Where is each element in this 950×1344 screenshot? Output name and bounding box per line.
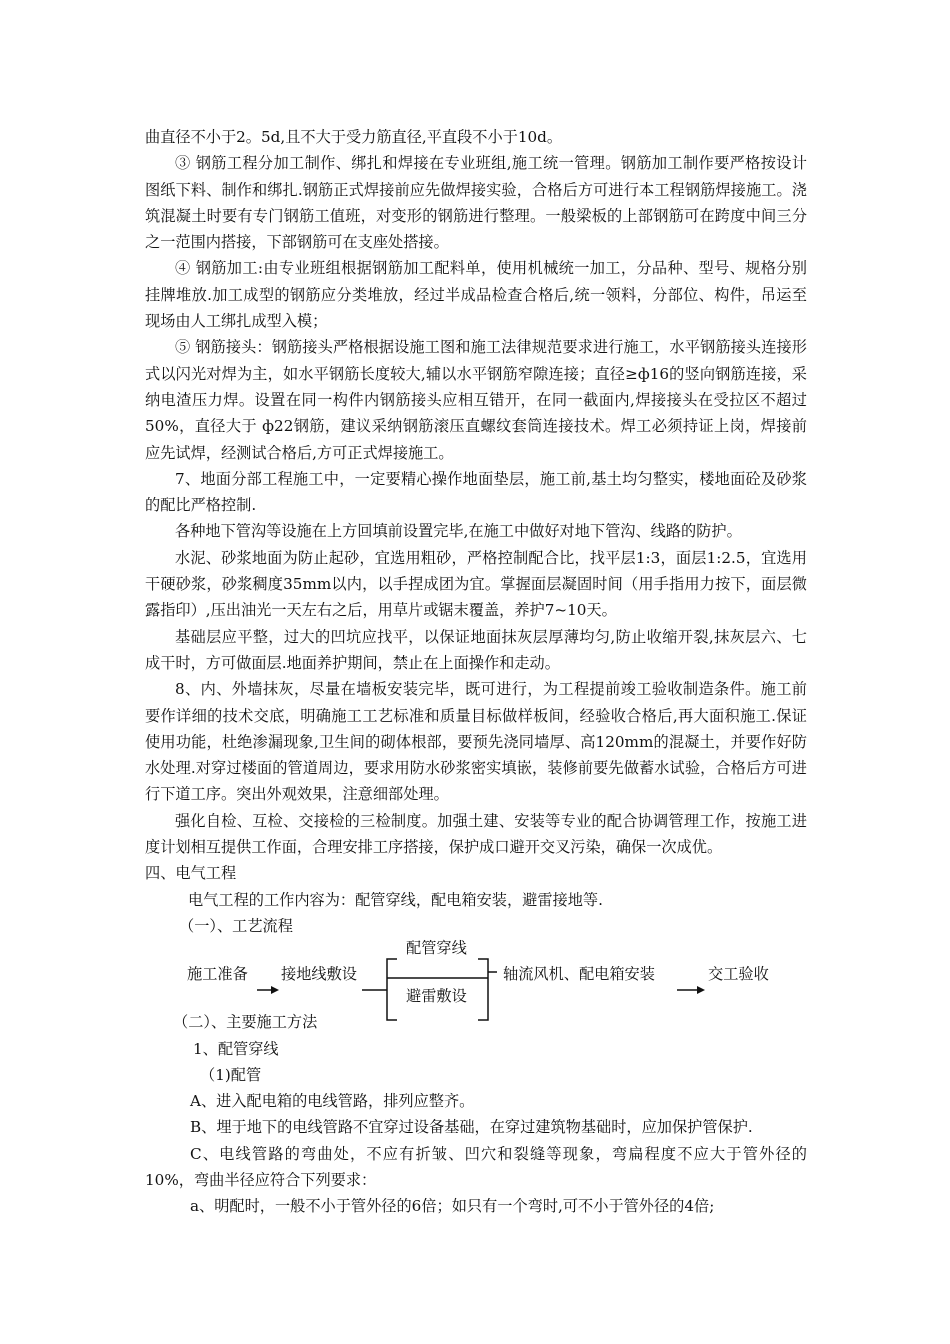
paragraph-underground-pipes: 各种地下管沟等设施在上方回填前设置完毕,在施工中做好对地下管沟、线路的防护。 [175,522,742,541]
paragraph-wall-plastering: 8、内、外墙抹灰，尽量在墙板安装完毕，既可进行，为工程提前竣工验收制造条件。施工前要作详细的技术交底，明确施工工艺标准和质量目标做样板间，经验收合格后,再大面积施工.保证使用功能，杜绝渗漏现象,卫生间的砌体根部，要预先浇同墙厚、高120mm的混凝土，并要作好防水处理.对穿过楼面的管道周边，要求用防水砂浆密实填嵌，装修前要先做蓄水试验，合格后方可进行下道工序。突出外观效果，注意细部处理。 [145,680,807,804]
paragraph-three-inspections: 强化自检、互检、交接检的三检制度。加强土建、安装等专业的配合协调管理工作，按施工进度计划相互提供工作面，合理安排工序搭接，保护成口避开交叉污染，确保一次成优。 [145,811,807,857]
arrow-head-4 [697,986,705,994]
paragraph-rebar-joints: ⑤ 钢筋接头：钢筋接头严格根据设施工图和施工法律规范要求进行施工，水平钢筋接头连接形式以闪光对焊为主，如水平钢筋长度较大,辅以水平钢筋窄隙连接；直径≥ф16的竖向钢筋连接，采纳电渣压力焊。设置在同一构件内钢筋接头应相互错开，在同一截面内,焊接接头在受拉区不超过50%，直径大于 ф22钢筋，建议采纳钢筋滚压直螺纹套筒连接技术。焊工必须持证上岗，焊接前应先试焊，经测试合格后,方可正式焊接施工。 [145,338,807,462]
subheading-conduit: （1)配管 [200,1065,262,1084]
paragraph-floor-works: 7、地面分部工程施工中，一定要精心操作地面垫层，施工前,基土均匀整实，楼地面砼及砂浆的配比严格控制. [145,469,807,515]
paragraph-cement-mortar: 水泥、砂浆地面为防止起砂，宜选用粗砂，严格控制配合比，找平层1:3，面层1:2.5，宜选用干硬砂浆，砂浆稠度35mm以内，以手捏成团为宜。掌握面层凝固时间（用手指用力按下，面层微露指印）,压出油光一天左右之后，用草片或锯末覆盖，养护7~10天。 [145,548,807,620]
construction-methods [145,1009,807,1219]
flow-step-handover: 交工验收 [708,965,769,984]
item-b-underground: B、埋于地下的电线管路不宜穿过设备基础，在穿过建筑物基础时，应加保护管保护. [190,1118,753,1137]
paragraph-bend-diameter: 曲直径不小于2。5d,且不大于受力筋直径,平直段不小于10d。 [145,128,563,146]
item-a-exposed: a、明配时，一般不小于管外径的6倍；如只有一个弯时,可不小于管外径的4倍; [190,1197,715,1216]
flow-step-fan-box-install: 轴流风机、配电箱安装 [503,965,655,984]
arrow-head-1 [271,986,279,994]
paragraph-base-layer: 基础层应平整，过大的凹坑应找平，以保证地面抹灰层厚薄均匀,防止收缩开裂,抹灰层六、七成干时，方可做面层.地面养护期间，禁止在上面操作和走动。 [145,627,807,672]
paragraph-electrical-scope: 电气工程的工作内容为：配管穿线，配电箱安装，避雷接地等. [188,890,603,909]
item-c-bending: C、电线管路的弯曲处，不应有折皱、凹穴和裂缝等现象，弯扁程度不应大于管外径的10%，弯曲半径应符合下列要求： [145,1144,807,1189]
paragraph-rebar-fabrication: ④ 钢筋加工:由专业班组根据钢筋加工配料单，使用机械统一加工，分品种、型号、规格分别挂牌堆放.加工成型的钢筋应分类堆放，经过半成品检查合格后,统一领料，分部位、构件，吊运至现场由人工绑扎成型入模； [145,259,807,331]
section-heading-electrical: 四、电气工程 [145,864,237,883]
subheading-conduit-wiring: 1、配管穿线 [193,1039,279,1058]
paragraph-rebar-processing: ③ 钢筋工程分加工制作、绑扎和焊接在专业班组,施工统一管理。钢筋加工制作要严格按设计图纸下料、制作和绑扎.钢筋正式焊接前应先做焊接实验，合格后方可进行本工程钢筋焊接施工。浇筑混凝土时要有专门钢筋工值班，对变形的钢筋进行整理。一般梁板的上部钢筋可在跨度中间三分之一范围内搭接，下部钢筋可在支座处搭接。 [145,154,807,252]
item-a-distribution-box: A、进入配电箱的电线管路，排列应整齐。 [190,1092,475,1111]
flow-step-grounding: 接地线敷设 [281,965,357,984]
flow-step-preparation: 施工准备 [187,965,248,984]
flow-branch-lightning: 避雷敷设 [406,987,467,1006]
subheading-process-flow: （一）、工艺流程 [179,916,293,935]
subheading-main-methods: （二）、主要施工方法 [173,1013,318,1032]
flow-branch-conduit-wiring: 配管穿线 [406,939,467,958]
document-body [145,124,807,1220]
